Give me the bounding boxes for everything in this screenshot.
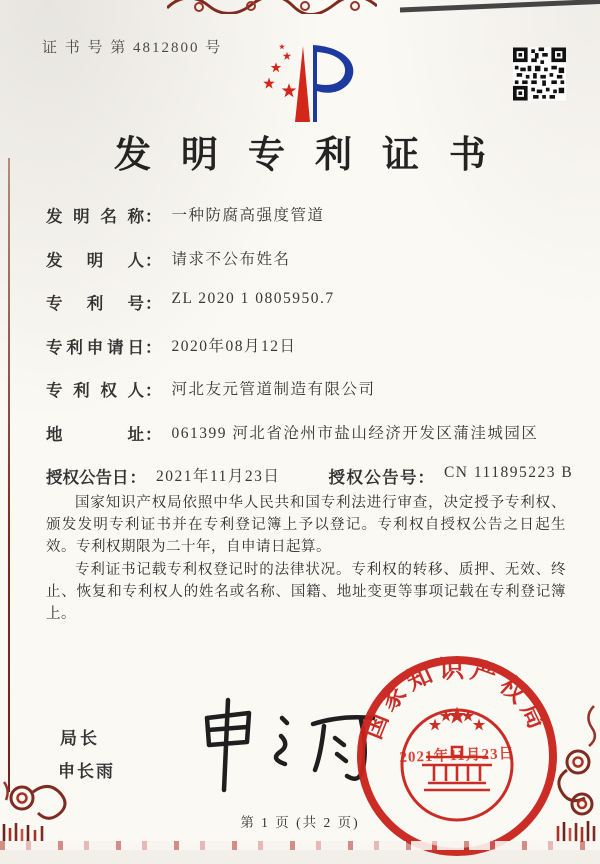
field-label: 专利号	[46, 294, 144, 313]
qr-code	[513, 46, 566, 102]
field-grant-row: 授权公告日 ： 2021年11月23日 授权公告号 ： CN 111895223 B	[46, 464, 574, 487]
field-value: 2021年11月23日	[156, 468, 281, 485]
book-cover-fringe	[0, 841, 600, 850]
field-label: 专利申请日	[46, 337, 144, 357]
field-label: 地址	[46, 424, 144, 444]
field-label: 发明名称	[46, 207, 144, 226]
field-inventor: 发明人 ： 请求不公布姓名	[46, 247, 566, 291]
field-value: ZL 2020 1 0805950.7	[171, 290, 335, 307]
ornament-top-border	[167, 0, 377, 14]
field-label: 授权公告号	[328, 468, 417, 487]
field-value: 河北友元管道制造有限公司	[171, 381, 376, 398]
field-address: 地址 ： 061399 河北省沧州市盐山经济开发区蒲洼城园区	[46, 421, 566, 465]
ornament-bottom-left	[0, 776, 68, 842]
left-border-line	[8, 158, 10, 792]
legal-paragraph-1: 国家知识产权局依照中华人民共和国专利法进行审查，决定授予专利权、颁发发明专利证书并在专利登记簿上予以登记。专利权自授权公告之日起生效。专利权期限为二十年，自申请日起算。	[46, 495, 566, 555]
page-number: 第 1 页 (共 2 页)	[240, 815, 360, 830]
certificate-number: 证 书 号 第 4812800 号	[42, 40, 223, 56]
photo-edge-line	[396, 0, 600, 14]
field-list	[46, 203, 574, 508]
field-invention-name: 发明名称 ： 一种防腐高强度管道	[46, 203, 566, 247]
ornament-bottom-right	[536, 700, 600, 842]
field-value: 一种防腐高强度管道	[171, 207, 325, 224]
legal-text	[46, 492, 566, 626]
svg-text:国家知识产权局	[359, 655, 554, 743]
field-value: 061399 河北省沧州市盐山经济开发区蒲洼城园区	[171, 424, 539, 442]
field-value: 请求不公布姓名	[171, 250, 291, 268]
field-label: 授权公告日	[46, 468, 129, 487]
certificate-title: 发明专利证书	[114, 135, 516, 176]
cnipa-logo-icon	[240, 34, 360, 124]
commissioner-title: 局长	[60, 729, 100, 748]
seal-date: 2021年11月23日	[399, 745, 515, 767]
field-grant-number: 授权公告号 ： CN 111895223 B	[328, 464, 574, 487]
seal-org-text: 国家知识产权局	[359, 655, 553, 743]
field-label: 专利权人	[46, 381, 144, 400]
field-filing-date: 专利申请日 ： 2020年08月12日	[46, 334, 566, 378]
commissioner-name: 申长雨	[58, 762, 115, 781]
field-patentee: 专利权人 ： 河北友元管道制造有限公司	[46, 377, 566, 421]
legal-paragraph-2: 专利证书记载专利权登记时的法律状况。专利权的转移、质押、无效、终止、恢复和专利权人的姓名或名称、国籍、地址变更等事项记载在专利登记簿上。	[46, 562, 566, 622]
field-value: CN 111895223 B	[443, 464, 574, 481]
field-label: 发明人	[46, 250, 144, 270]
field-value: 2020年08月12日	[171, 337, 297, 355]
field-patent-number: 专利号 ： ZL 2020 1 0805950.7	[46, 290, 335, 313]
